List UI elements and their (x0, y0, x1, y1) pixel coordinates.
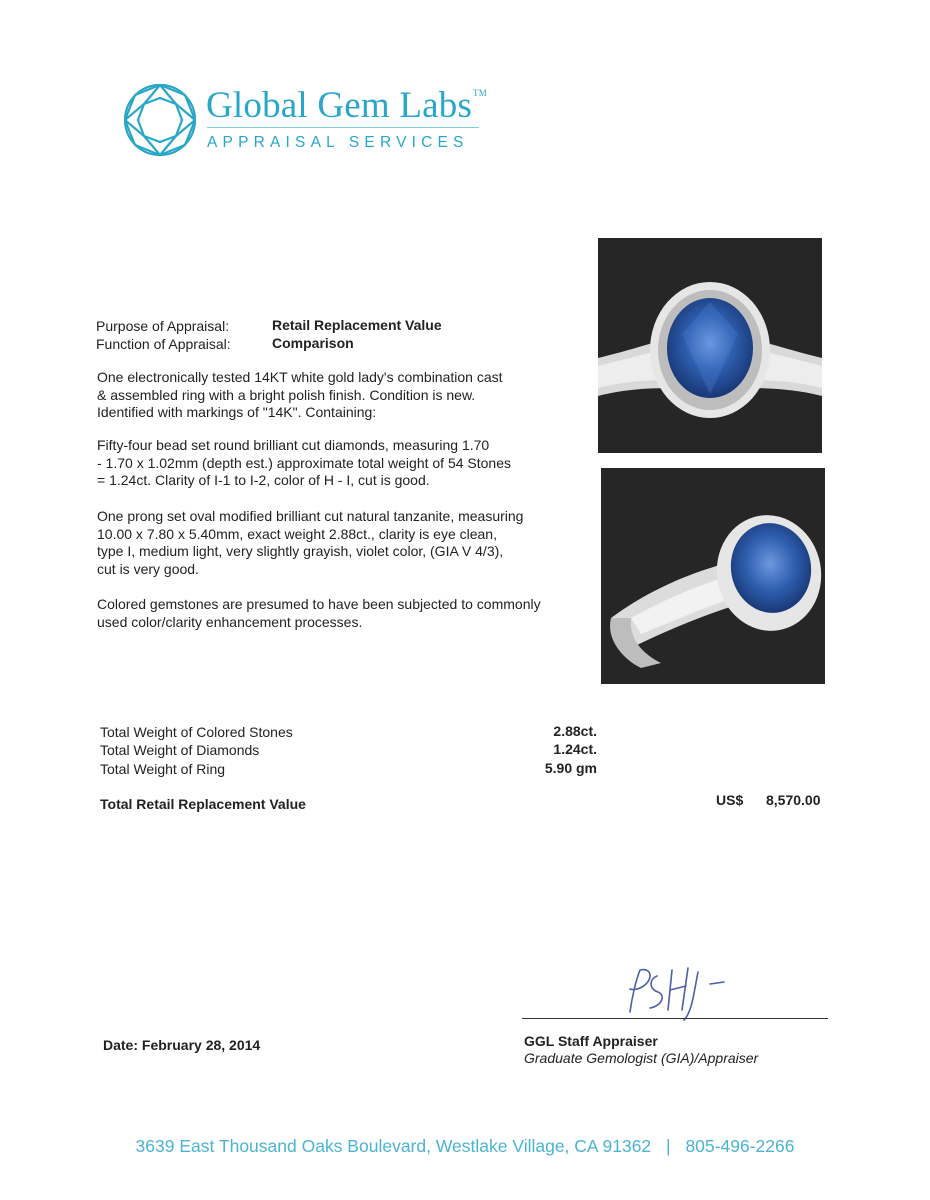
trademark: TM (473, 88, 487, 98)
total-value-label: Total Retail Replacement Value (100, 796, 306, 812)
totals-value: 1.24ct. (553, 741, 597, 757)
function-label: Function of Appraisal: (96, 336, 231, 352)
currency-label: US$ (716, 792, 744, 808)
purpose-label: Purpose of Appraisal: (96, 318, 230, 334)
brilliant-diamond-outline-icon (122, 82, 198, 158)
ring-description (97, 369, 503, 422)
appraiser-title: GGL Staff Appraiser (524, 1033, 658, 1049)
diamond-description (97, 437, 511, 490)
text-line: & assembled ring with a bright polish finish. Condition is new. (97, 386, 476, 403)
total-value-amount: 8,570.00 (766, 792, 821, 808)
ring-photo-side (601, 468, 825, 684)
text-line: One prong set oval modified brilliant cut natural tanzanite, measuring (97, 508, 524, 524)
signature-mark (612, 962, 732, 1022)
appraisal-date: Date: February 28, 2014 (103, 1037, 261, 1053)
brand-divider (207, 127, 479, 128)
tanzanite-description (97, 508, 523, 578)
totals-value: 2.88ct. (553, 723, 597, 739)
text-line: type I, medium light, very slightly grayish, violet color, (GIA V 4/3), (97, 543, 504, 559)
footer-phone: 805-496-2266 (685, 1136, 795, 1156)
brand-name: Global Gem Labs™ (206, 85, 487, 126)
function-value: Comparison (272, 335, 354, 351)
totals-label: Total Weight of Ring (100, 761, 226, 777)
appraiser-role: Graduate Gemologist (GIA)/Appraiser (524, 1050, 759, 1066)
footer-address: 3639 East Thousand Oaks Boulevard, Westlake Village, CA 91362 (135, 1136, 652, 1156)
text-line: used color/clarity enhancement processes. (97, 613, 363, 630)
treatment-disclosure (97, 596, 541, 631)
signature-line (522, 1018, 828, 1019)
purpose-value: Retail Replacement Value (272, 317, 442, 333)
footer-separator: | (666, 1136, 671, 1156)
text-line: Identified with markings of "14K". Containing: (97, 404, 377, 420)
text-line: 10.00 x 7.80 x 5.40mm, exact weight 2.88ct., clarity is eye clean, (97, 525, 497, 542)
text-line: Fifty-four bead set round brilliant cut diamonds, measuring 1.70 (97, 437, 490, 453)
text-line: One electronically tested 14KT white gold lady's combination cast (97, 369, 503, 385)
text-line: cut is very good. (97, 560, 199, 577)
text-line: - 1.70 x 1.02mm (depth est.) approximate total weight of 54 Stones (97, 454, 511, 471)
totals-value: 5.90 gm (544, 760, 597, 776)
ring-photo-front (598, 238, 822, 453)
footer-contact (0, 1136, 930, 1157)
text-line: Colored gemstones are presumed to have been subjected to commonly (97, 596, 541, 612)
totals-label: Total Weight of Diamonds (100, 742, 260, 758)
totals-label: Total Weight of Colored Stones (100, 724, 293, 740)
brand-subtitle: APPRAISAL SERVICES (207, 134, 469, 151)
text-line: = 1.24ct. Clarity of I-1 to I-2, color of H - I, cut is good. (97, 472, 430, 488)
